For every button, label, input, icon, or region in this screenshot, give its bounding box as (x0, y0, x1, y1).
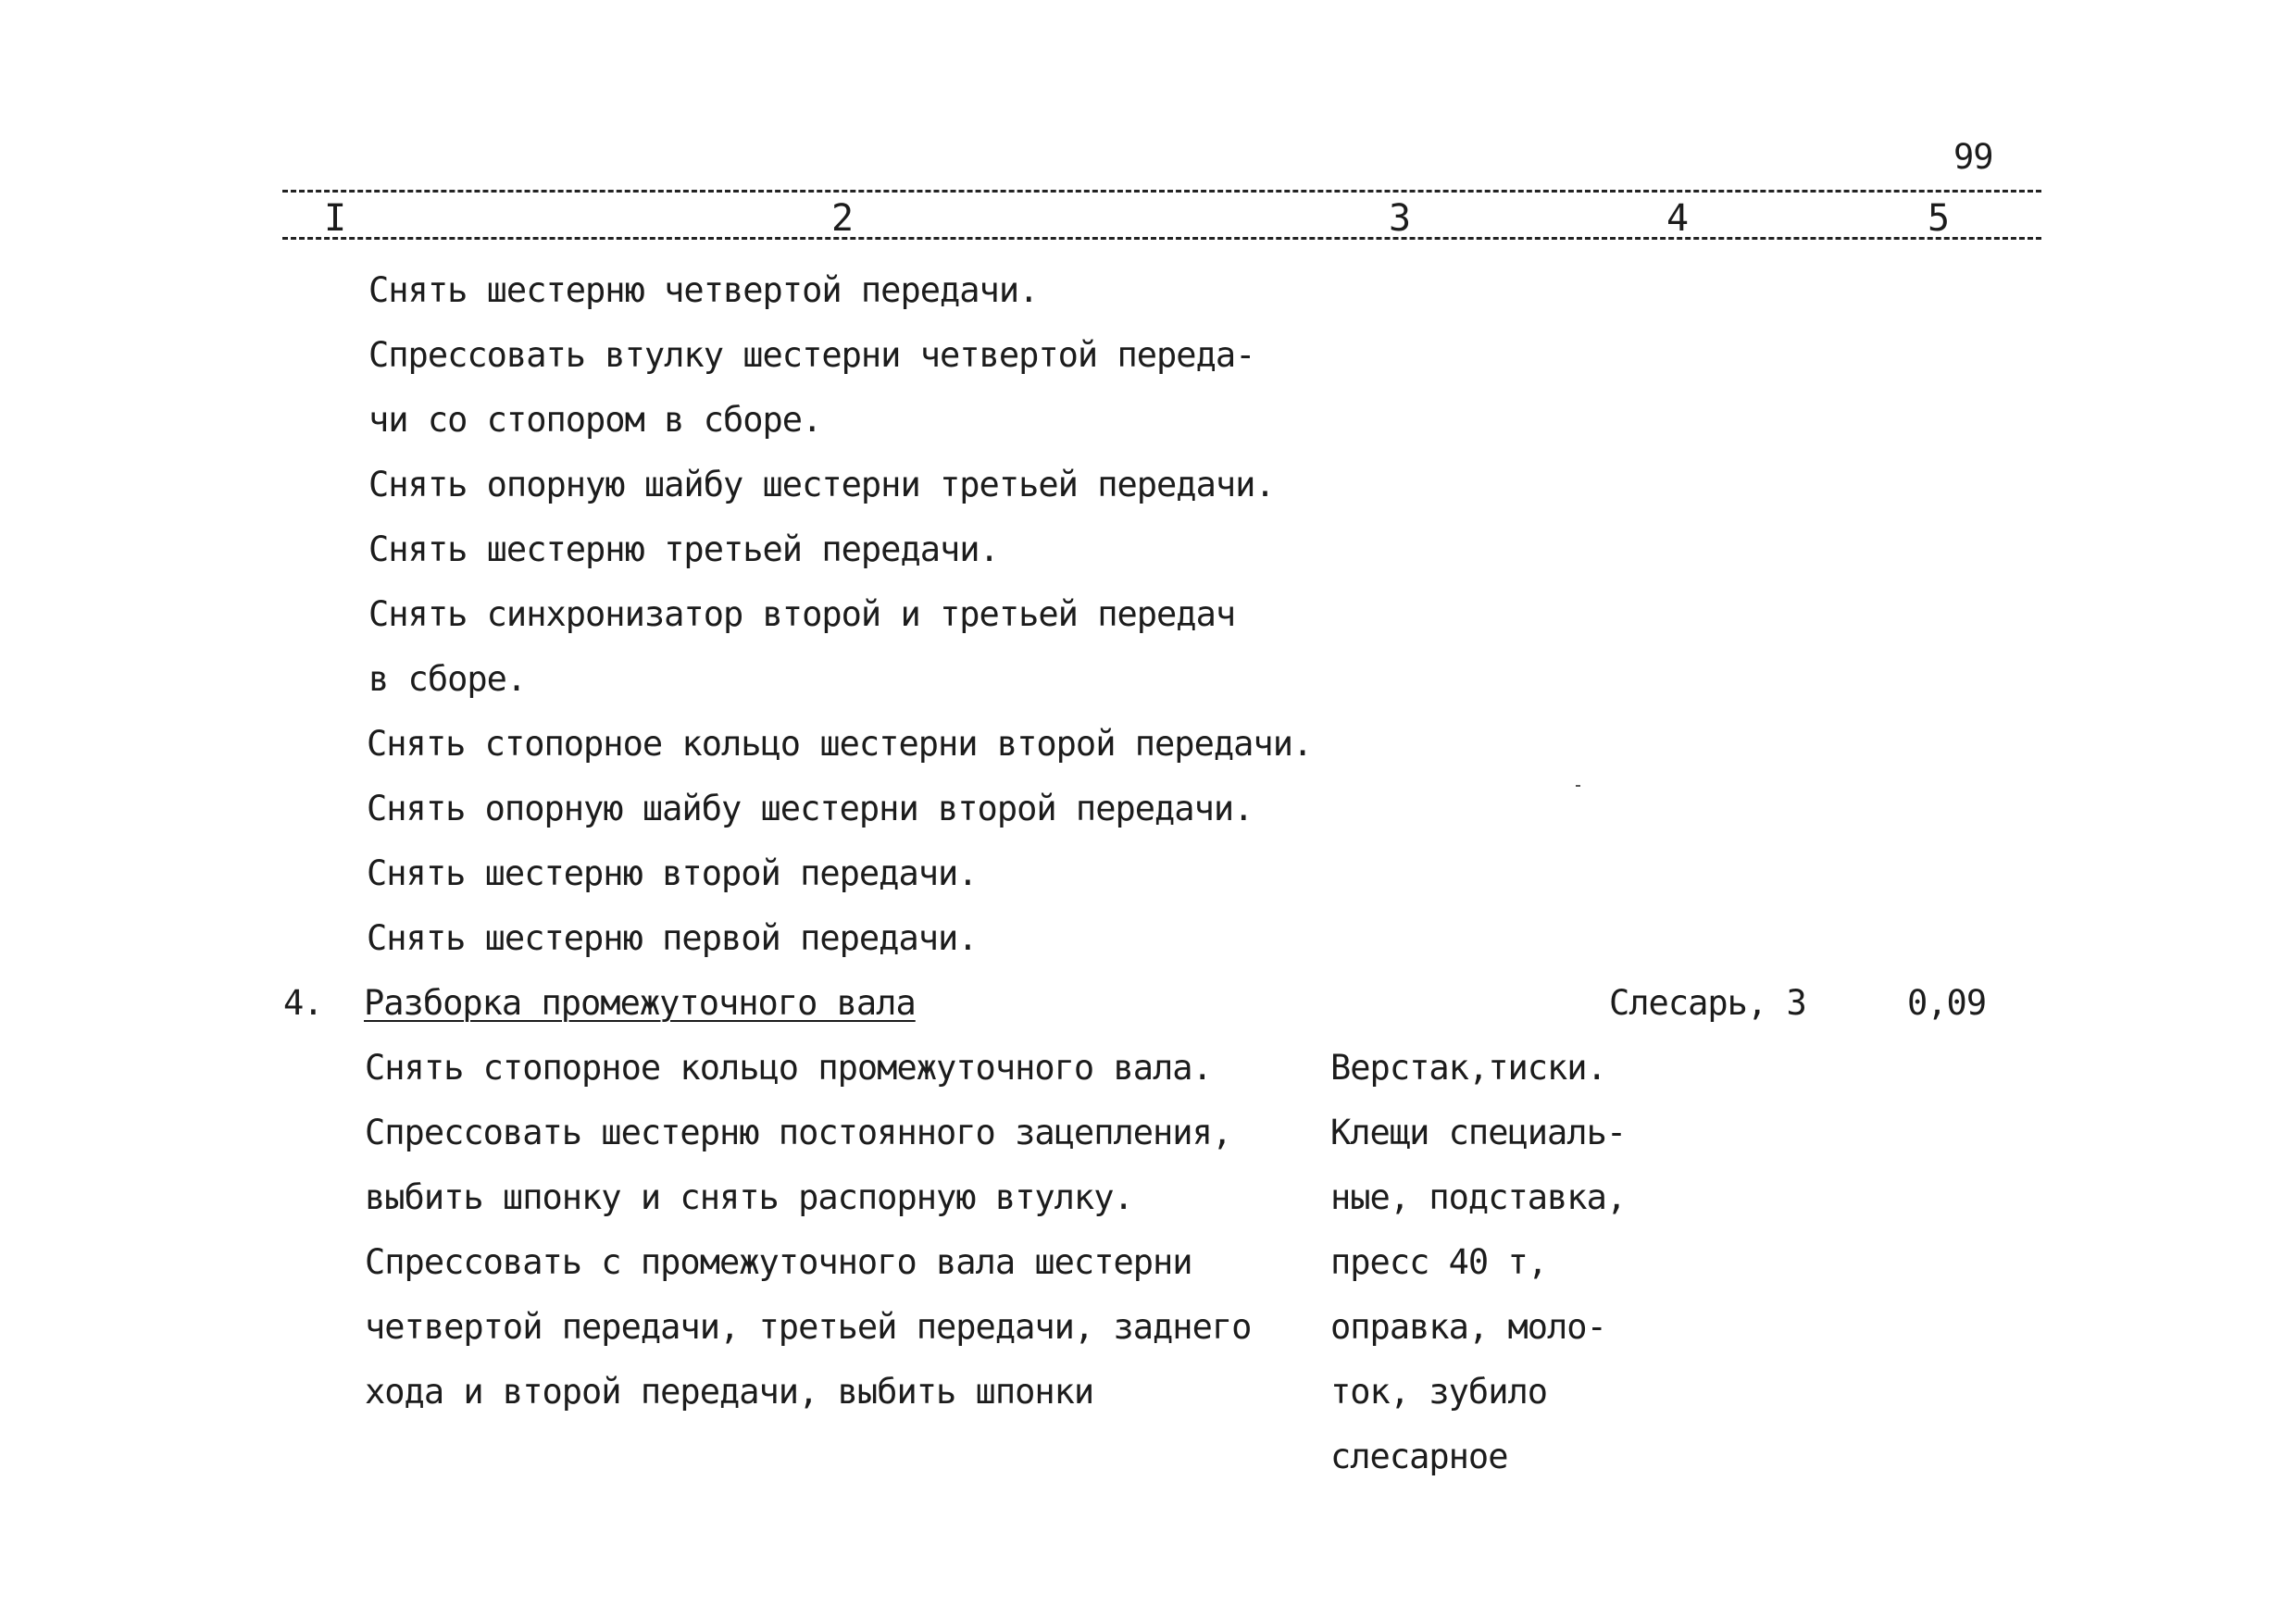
header-rule-bottom (282, 237, 2041, 240)
section-title: Разборка промежуточного вала (364, 983, 916, 1023)
operation-line: чи со стопором в сборе. (368, 400, 822, 440)
operation-line: Снять шестерню первой передачи. (367, 918, 978, 958)
operation-line: Спрессовать шестерню постоянного зацепления, (365, 1113, 1232, 1152)
equipment-line: слесарное (1330, 1437, 1508, 1476)
page-number: 99 (1953, 137, 1993, 177)
column-number-4: 4 (1666, 197, 1690, 240)
column-number-2: 2 (831, 197, 855, 240)
operation-line: Спрессовать втулку шестерни четвертой переда- (368, 335, 1255, 375)
operation-line: Снять шестерню второй передачи. (367, 853, 978, 893)
operation-line: Снять опорную шайбу шестерни второй передачи. (367, 789, 1254, 828)
operation-line: Снять шестерню третьей передачи. (368, 529, 999, 569)
column-number-3: 3 (1389, 197, 1412, 240)
operation-line: в сборе. (368, 659, 527, 699)
column-number-1: I (324, 197, 347, 240)
operation-line: Снять стопорное кольцо промежуточного вала. (365, 1048, 1212, 1088)
column-number-5: 5 (1928, 197, 1951, 240)
equipment-line: ток, зубило (1330, 1372, 1548, 1412)
worker-grade: Слесарь, 3 (1609, 983, 1806, 1023)
section-number: 4. (283, 983, 323, 1023)
equipment-line: Клещи специаль- (1330, 1113, 1627, 1152)
operation-line: выбить шпонку и снять распорную втулку. (365, 1177, 1133, 1217)
equipment-line: Верстак,тиски. (1330, 1048, 1606, 1088)
operation-line: хода и второй передачи, выбить шпонки (365, 1372, 1094, 1412)
operation-line: Снять синхронизатор второй и третьей передач (368, 594, 1236, 634)
operation-line: четвертой передачи, третьей передачи, заднего (365, 1307, 1252, 1347)
operation-line: Снять шестерню четвертой передачи. (368, 270, 1039, 310)
operation-line: Снять опорную шайбу шестерни третьей передачи. (368, 465, 1275, 504)
scan-speck (1576, 785, 1580, 787)
equipment-line: ные, подставка, (1330, 1177, 1627, 1217)
equipment-line: оправка, моло- (1330, 1307, 1606, 1347)
time-norm: 0,09 (1907, 983, 1987, 1023)
equipment-line: пресс 40 т, (1330, 1242, 1548, 1282)
header-rule-top (282, 190, 2041, 193)
operation-line: Спрессовать с промежуточного вала шестерни (365, 1242, 1192, 1282)
operation-line: Снять стопорное кольцо шестерни второй передачи. (367, 724, 1313, 764)
